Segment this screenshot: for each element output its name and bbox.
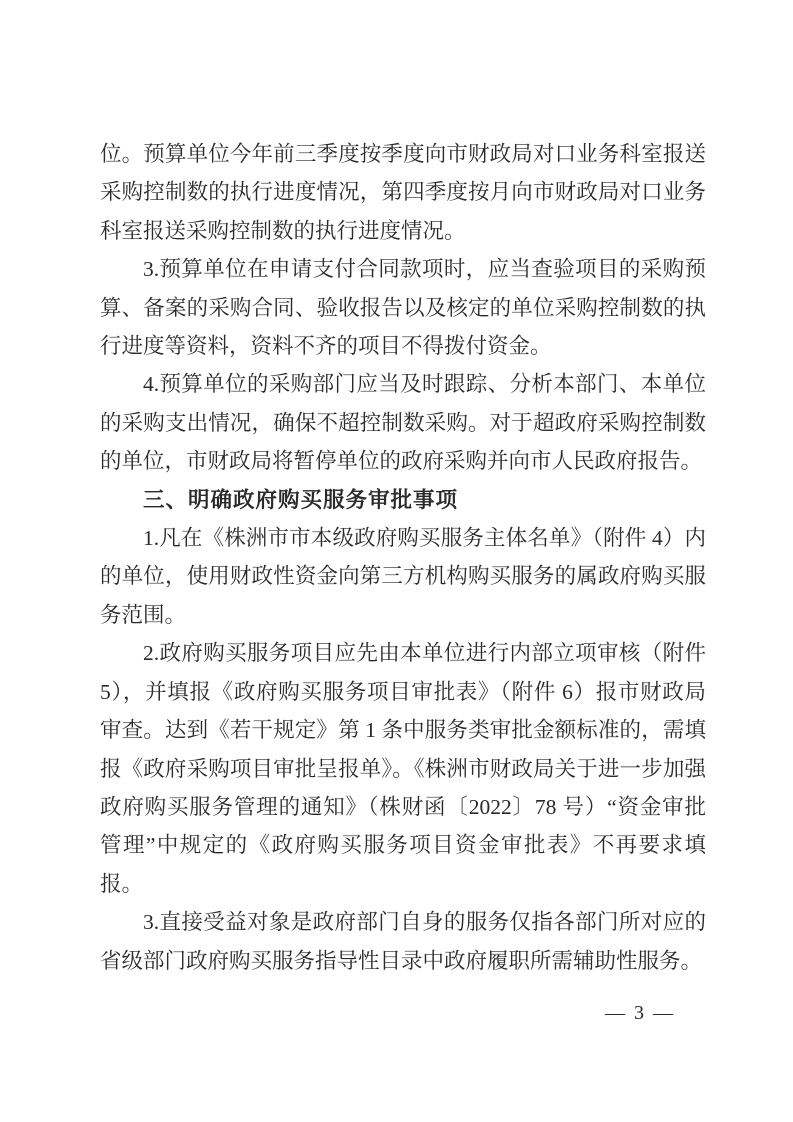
paragraph-item-1: 1.凡在《株洲市市本级政府购买服务主体名单》（附件 4）内的单位，使用财政性资金向第三方机构购买服务的属政府购买服务范围。 (100, 526, 706, 627)
page-number: — 3 — (605, 1002, 675, 1024)
paragraph-continuation: 位。预算单位今年前三季度按季度向市财政局对口业务科室报送采购控制数的执行进度情况，第四季度按月向市财政局对口业务科室报送采购控制数的执行进度情况。 (100, 142, 706, 243)
section-heading-three: 三、明确政府购买服务审批事项 (143, 487, 459, 512)
document-body (100, 135, 706, 980)
paragraph-item-3-benefit: 3.直接受益对象是政府部门自身的服务仅指各部门所对应的省级部门政府购买服务指导性目录中政府履职所需辅助性服务。 (100, 910, 706, 973)
paragraph-item-3: 3.预算单位在申请支付合同款项时，应当查验项目的采购预算、备案的采购合同、验收报告以及核定的单位采购控制数的执行进度等资料，资料不齐的项目不得拨付资金。 (100, 257, 706, 359)
paragraph-item-4: 4.预算单位的采购部门应当及时跟踪、分析本部门、本单位的采购支出情况，确保不超控制数采购。对于超政府采购控制数的单位，市财政局将暂停单位的政府采购并向市人民政府报告。 (100, 372, 706, 474)
paragraph-item-2: 2.政府购买服务项目应先由本单位进行内部立项审核（附件 5），并填报《政府购买服务项目审批表》（附件 6）报市财政局审查。达到《若干规定》第 1 条中服务类审批金额标准的，需填报《政府采购项目审批呈报单》。《株洲市财政局关于进一步加强政府购买服务管理的通知》（株财函〔2022〕78 号）“资金审批管理”中规定的《政府购买服务项目资金审批表》不再要求填报。 (100, 641, 706, 896)
